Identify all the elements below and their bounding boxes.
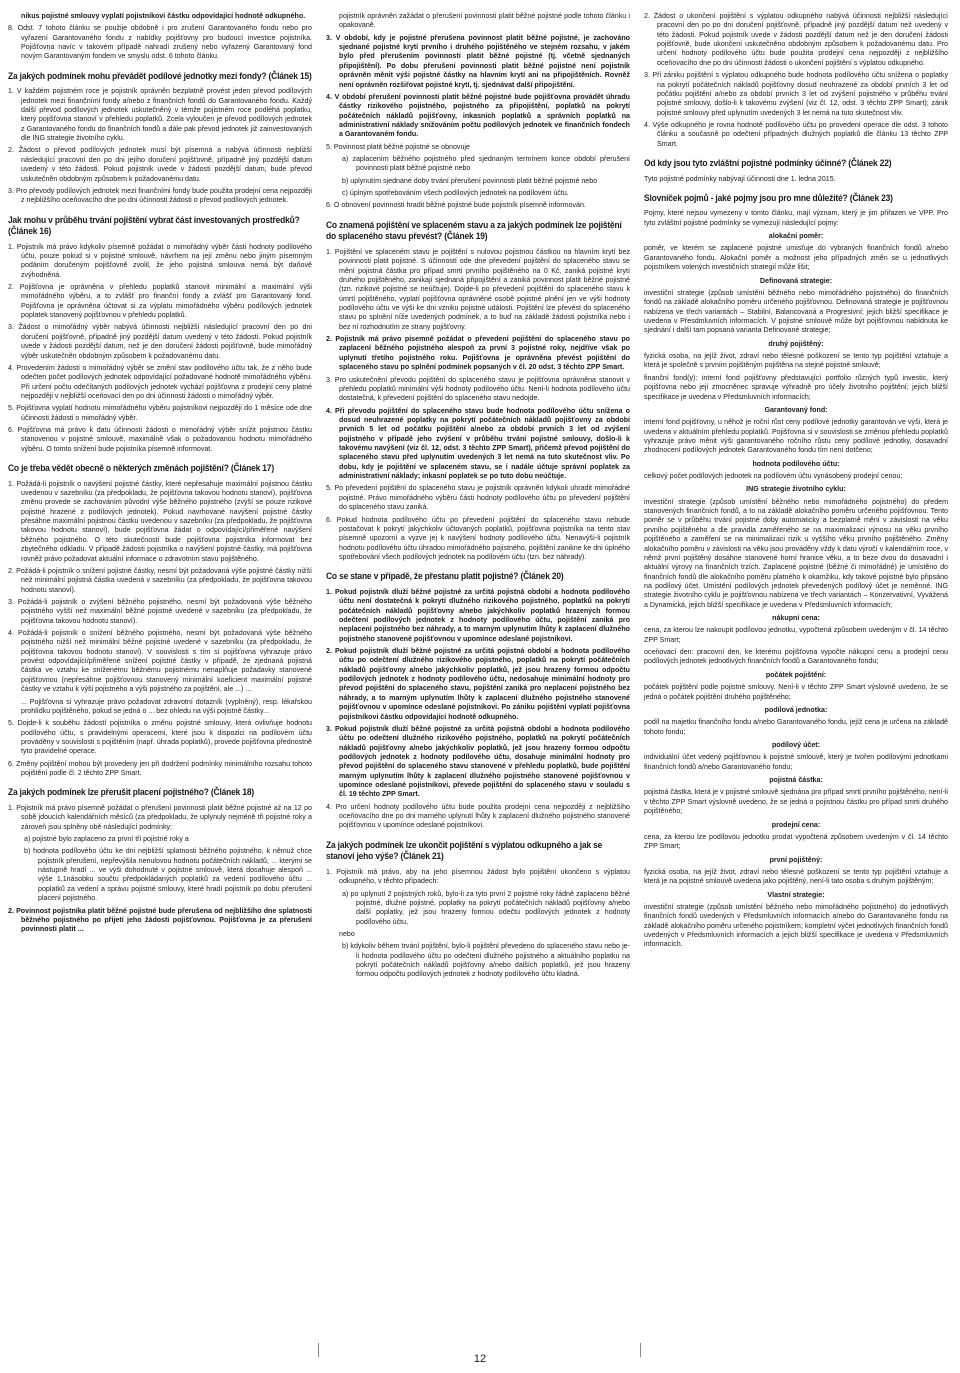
- glossary-definition: pojistná částka, která je v pojistné smlouvě sjednána pro případ smrti prvního pojištěného, není-li v těchto ZPP Smart výslovně uvedeno, že se jedná o pojistnou částku pro případ smrti druhého pojištěného;: [644, 788, 948, 816]
- paragraph: 1. Pokud pojistník dluží běžné pojistné za určitá pojistná období a hodnota podílového účtu není dostatečná k pokrytí dlužného rizikového pojistného, poplatků na pokrytí počátečních nákladů pojišťovny a/nebo jakýchkoliv poplatků hrazených formou odečtení podílových jednotek z hodnoty podílového účtu, pojištění zaniká pro neplacení pojistného bez náhrady, a to marným uplynutím lhůty k zaplacení dlužného pojistného stanovené pojišťovnou v upomínce odeslané pojistníkovi.: [326, 587, 630, 643]
- glossary-definition: investiční strategie (způsob umístění běžného nebo mimořádného pojistného) do finančních fondů na základě alokačního poměru určeného pojišťovnou. Definovaná strategie je pojišťovnou nabízena ve třech variantách – Stabilní, Balancovaná a Progresivní; jejich bližší specifikace je uvedena v Přesdmluvních informacích. V pojistné smlouvě může být pojišťovnou nabídnuta ke sjednání i další tam popsaná varianta Definované strategie;: [644, 288, 948, 335]
- paragraph: 6. O obnovení povinnosti hradit běžné pojistné bude pojistník písemně informován.: [326, 201, 586, 210]
- paragraph: 3. Pro uskutečnění převodu pojištění do splaceného stavu je pojišťovna oprávněna stanovit v přehledu poplatků minimální výši hodnoty podílového účtu. Není-li hodnota podílového účtu dostatečná, k převedení pojištění do splaceného stavu nedojde.: [326, 375, 630, 403]
- glossary-term: počátek pojištění:: [765, 670, 827, 679]
- paragraph: 2. Požádá-li pojistník o snížení pojistné částky, nesmí být požadovaná výše pojistné částky nižší než minimální pojistná částka uvedená v sazebníku (za předpokladu, že pojišťovna takovou hodnotu stanoví).: [8, 566, 312, 594]
- paragraph: b) uplynutím sjednané doby trvání přerušení povinnosti platit běžné pojistné nebo: [342, 176, 598, 185]
- glossary-definition: finanční fond(y): interní fond pojišťovny představující portfolio různých typů investic, který pojišťovna nebo její zmocněnec spravuje výhradně pro účely životního pojištění; jejich bližší specifikace je uvedena v Předsmluvních informacích;: [644, 373, 948, 401]
- glossary-definition: cena, za kterou lze podílovou jednotku prodat vypočtená způsobem uvedeným v čl. 14 těchto ZPP Smart;: [644, 832, 948, 851]
- glossary-definition: investiční strategie (způsob umístění běžného nebo mimořádného pojistného) do jednotlivých finančních fondů uvedených v Předsmluvních informacích a/nebo do Garantovaného fondu na základě alokačního poměru určeného pojistníkem; kompletní výčet jednotlivých finančních fondů uvedených v Předsmluvních informacích a jejich bližší specifikace je uvedena v Předsmluvních informacích.: [644, 903, 948, 949]
- paragraph: b) kdykoliv během trvání pojištění, bylo-li pojištění převedeno do splaceného stavu nebo je-li hodnota podílového účtu po odečtení dlužného pojistného a aktuálního poplatku na pokrytí počátečních nákladů pojišťovny a/nebo dalších poplatků, jež jsou hrazeny formou odpočtu podílových jednotek z hodnoty podílového účtu kladná.: [342, 942, 630, 979]
- section-heading-article-22: Od kdy jsou tyto zvláštní pojistné podmínky účinné? (Článek 22): [644, 158, 892, 170]
- glossary-term: druhý pojištěný:: [768, 339, 824, 348]
- paragraph: Pojmy, které nejsou vymezeny v tomto článku, mají význam, který je jim přiřazen ve VPP. Pro tyto zvláštní pojistné podmínky se vymezují následující pojmy:: [644, 209, 948, 227]
- page-number: [0, 1352, 960, 1367]
- paragraph: a) po uplynutí 2 pojistných roků, bylo-li za tyto první 2 pojistné roky řádně zaplaceno běžné pojistné, dlužné pojistné, poplatky na pokrytí počátečních nákladů pojišťovny a/nebo další poplatky, jež jsou hrazeny formou odečtu podílových jednotek z hodnoty podílového účtu,: [342, 889, 630, 926]
- glossary-definition: celkový počet podílových jednotek na podílovém účtu vynásobený prodejní cenou;: [644, 472, 903, 481]
- paragraph: 5. Po převedení pojištění do splaceného stavu je pojistník oprávněn kdykoli uhradit mimořádné pojistné. Právo mimořádného výběru části hodnoty podílového účtu po převedení pojištění do splaceného stavu zaniká.: [326, 484, 630, 512]
- paragraph: 1. V každém pojistném roce je pojistník oprávněn bezplatně provést jeden převod podílových jednotek mezi finančními fondy a/nebo z finančních fondů do Garantovaného fondu. Každý další převod podílových jednotek uskutečněný v témže pojistném roce podléhá poplatku, který pojišťovna stanoví v přehledu poplatků. Zcela vyloučen je převod podílových jednotek z Garantovaného fondu do finančních fondů a dále pak převod jednotek již zainvestovaných dle ING strategie životního cyklu.: [8, 87, 312, 143]
- page-number-text: 12: [473, 1353, 487, 1365]
- paragraph: 1. Požádá-li pojistník o navýšení pojistné částky, které nepřesahuje maximální pojistnou částku uvedenou v sazebníku (za předpokladu, že pojišťovna takovou hodnotu stanoví), pojišťovna změnu provede se zachováním původní výše běžného pojistného (zvýší se pouze rizikové pojistné hrazené z podílových jednotek). Pokud navrhované navýšení pojistné částky přesáhne maximální pojistnou částku uvedenou v sazebníku (za předpokladu, že pojišťovna takovou hodnotu stanoví), bude pojišťovna žádat o odpovídající/přiměřené navýšení běžného pojistného. O této skutečnosti bude pojišťovna pojistníka informovat bez zbytečného odkladu. V případě žádosti pojistníka o navýšení pojistné částky, má pojišťovna rovněž právo požadovat aktuální informace o zdravotním stavu pojištěného.: [8, 479, 312, 563]
- paragraph: 8. Odst. 7 tohoto článku se použije obdobně i pro zrušení Garantovaného fondu nebo pro vyřazení Garantovaného fondu z nabídky pojišťovny pro budoucí investice pojistníka. Pojišťovna navíc v takovém případě nahradí zrušený nebo vyřazený Garantovaný fond novým Garantovaným fondem ve smyslu odst. 6 tohoto článku.: [8, 24, 312, 61]
- paragraph: 3. Pro převody podílových jednotek mezi finančními fondy bude použita prodejní cena nejpozději z nejbližšího oceňovacího dne po dni účinnosti žádosti o převod podílových jednotek.: [8, 186, 312, 205]
- glossary-term: Garantovaný fond:: [764, 405, 828, 414]
- paragraph: 3. Pokud pojistník dluží běžné pojistné za určitá pojistná období a hodnota podílového účtu po odečtení dlužného rizikového pojistného, poplatků na pokrytí počátečních nákladů pojišťovny a/nebo jakýchkoliv poplatků, jež jsou hrazeny formou odpočtu podílových jednotek z hodnoty podílového účtu, dosahuje minimální hodnoty pro převod pojištění do splaceného stavu stanovené v přehledu poplatků, bude pojištění marným uplynutím lhůty k zaplacení dlužného pojistného stanovené pojišťovnou v upomínce odeslané pojistníkovi, převede pojištění do splaceného stavu v souladu s čl. 19 těchto ZPP Smart.: [326, 724, 630, 799]
- glossary-term: ING strategie životního cyklu:: [746, 485, 846, 494]
- glossary-term: Definovaná strategie:: [759, 276, 833, 285]
- section-heading-article-23: Slovníček pojmů - jaké pojmy jsou pro mne důležité? (Článek 23): [644, 192, 893, 204]
- paragraph: 3. V období, kdy je pojistné přerušena povinnost platit běžné pojistné, je zachováno sjednané pojistné krytí prvního i druhého pojištěného ve stejném rozsahu, v jakém bylo před přerušením povinnosti platit běžné pojistné (tj. včetně sjednaných připojištění). Po dobu přerušení povinnosti platit běžné pojistné není pojistník oprávněn měnit výši pojistné částky na hlavním krytí ani na připojištěních. Rovněž není oprávněn rozšiřovat pojistné krytí, tj. sjednávat další připojištění.: [326, 33, 630, 89]
- paragraph: 6. Pokud hodnota podílového účtu po převedení pojištění do splaceného stavu nebude postačovat k pokrytí jakýchkoliv účtovaných poplatků, pojišťovna pojistníka na tento stav písemně upozorní a vyzve jej k navýšení hodnoty podílového účtu. Nenavýší-li pojistník hodnotu podílového účtu úhradou mimořádného pojistného, pojištění zanikne ke dni úplného spotřebování všech podílových jednotek na podílovém účtu (tzn. bez náhrady).: [326, 515, 630, 561]
- glossary-term: pojistná částka:: [769, 776, 823, 785]
- paragraph: c) úplným spotřebováním všech podílových jednotek na podílovém účtu.: [342, 189, 569, 198]
- glossary-definition: podíl na majetku finančního fondu a/nebo Garantovaného fondu, jejíž cena je určena na základě tohoto fondu;: [644, 718, 948, 736]
- paragraph: a) pojistné bylo zaplaceno za první tři pojistné roky a: [24, 835, 189, 844]
- paragraph: 5. Povinnost platit běžné pojistné se obnovuje: [326, 142, 470, 151]
- column-1: [8, 12, 312, 1342]
- paragraph: 1. Pojištění ve splaceném stavu je pojištění s nulovou pojistnou částkou na hlavním krytí bez povinnosti platit pojistné. S účinností ode dne převedení pojištění do splaceného stavu se mění pojistná částka pro případ smrti prvního pojištěného na 0 Kč, zaniká pojistné krytí druhého pojištěného, zanikají sjednaná připojištění a zaniká povinnost platit běžné pojistné (tzn. rizikové pojistné se neúčtuje). Dojde-li po převedení pojištění do splaceného stavu k úmrtí pojištěného, vyplatí pojišťovna oprávněné osobě pojistné plnění jen ve výši hodnoty podílového účtu ve výši ke dni vzniku pojistné události. Pojištění lze převést do splaceného stavu po splnění níže uvedených podmínek, a to buď na základě žádosti pojistníka nebo i bez ní rozhodnutím ze strany pojišťovny.: [326, 247, 630, 331]
- paragraph: 6. Změny pojištění mohou být provedeny jen při dodržení podmínky minimálního rozsahu tohoto pojištění podle čl. 2 těchto ZPP Smart.: [8, 759, 312, 778]
- paragraph: nikus pojistné smlouvy vyplatí pojistníkovi částku odpovídající hodnotě odkupného.: [21, 12, 306, 20]
- paragraph: 4. Při převodu pojištění do splaceného stavu bude hodnota podílového účtu snížena o dosud neuhrazené poplatky na pokrytí počátečních nákladů pojišťovny za období prvních 5 let od počátku pojištění a/nebo za období prvních 3 let od zvýšení pojistného v případě jeho zvýšení v průběhu trvání pojistné smlouvy, došlo-li k takovému navýšení (viz čl. 12, odst. 3 těchto ZPP Smart), přičemž převod pojištění do splaceného stavu před uplynutím uvedených 3 let nemá na tuto skutečnost vliv. Po dobu, kdy je pojištění ve splaceném stavu, se i nadále účtuje správní poplatek za administrativní náklady; inkasní poplatek se po tuto dobu neúčtuje.: [326, 406, 630, 481]
- paragraph: 3. Při zániku pojištění s výplatou odkupného bude hodnota podílového účtu snížena o poplatky na pokrytí počátečních nákladů pojišťovny dosud neuhrazené za období prvních 3 let od počátku pojištění a/nebo za období prvních 3 let od zvýšení pojistného v průběhu trvání pojistné smlouvy, došlo-li k takovému zvýšení (viz čl. 12, odst. 3 těchto ZPP Smart); zánik pojistné smlouvy před uplynutím uvedených 3 let nemá na tuto skutečnost vliv.: [644, 71, 948, 117]
- paragraph: 4. Požádá-li pojistník o snížení běžného pojistného, nesmí být požadovaná výše běžného pojistného nižší než minimální běžné pojistné uvedené v sazebníku (za předpokladu, že pojišťovna takovou hodnotu stanoví). V souvislosti s tím si pojišťovna vyhrazuje právo provést odpovídající/přiměřené snížení pojistné částky v případě, že zjednaná pojistná částka ve vztahu ke sníženému běžnému pojistnému nenaplňuje požadavky stanovené pojišťovnou (nepřesáhne pojišťovnou stanovený minimální koeficient maximální pojistné částky ve vztahu k výši pojistného a výši pojistného za pojištění, ale ...) ...: [8, 629, 312, 694]
- glossary-definition: oceňovací den: pracovní den, ke kterému pojišťovna vypočte nákupní cenu a prodejní cenu podílových jednotek jednotlivých finančních fondů a Garantovaného fondu;: [644, 648, 948, 666]
- section-heading-article-21: Za jakých podmínek lze ukončit pojištění s výplatou odkupného a jak se stanoví jeho výše? (Článek 21): [326, 839, 603, 863]
- section-heading-article-20: Co se stane v případě, že přestanu platit pojistné? (Článek 20): [326, 571, 564, 583]
- paragraph: 3. Požádá-li pojistník o zvýšení běžného pojistného, nesmí být požadovaná výše běžného pojistného vyšší než maximální běžné pojistné uvedené v sazebníku (za předpokladu, že pojišťovna takovou hodnotu stanoví).: [8, 597, 312, 625]
- glossary-definition: investiční strategie (způsob umístění běžného nebo mimořádného pojistného) do předem stanovených finančních fondů, a to na základě alokačního poměru určeného pojišťovnou. Tento poměr se v průběhu trvání pojistné doby automaticky a bezplatně mění v závislosti na věku prvního pojištěného a dle pravidla zaměřeného se na maximalizaci výnosu na věku prvního pojištěného a zaměření se na minimalizaci rizik u vyššího věku prvního pojištěného. Změny alokačního poměru v závislosti na věku jsou prováděny vždy k datu výročí v kalendářním roce, v němž první pojištěný dosáhne stanovené horní hranice věku, a to beze dvou do dosavadní i aktuální výrovy na finančních trzích. Zaplacené pojistné (běžné či mimořádné) je umístěno do finančních fondů dle alokačního poměru platného k okamžiku, kdy takové pojistné bylo připsáno na podílový účet. Umístění podílových jednotek převedených podílový účet je neměnné. ING strategie životního cyklu je pojišťovnou nabízena ve třech variantách – Konzervativní, Vyvážená a Dynamická, jejich bližší specifikace je uvedena v Předsmluvních informacích;: [644, 497, 948, 609]
- paragraph: b) hodnota podílového účtu ke dni nejbližší splatnosti běžného pojistného, k němuž chce pojistník přerušení, nepřevýšila nenulovou hodnotu počátečních nákladů, ... kterými se nástupně hradí ... ve výši dohodnuté v pojistné smlouvě, která dosahuje alespoň ... výše 1,1násobku součtu předpokládaných poplatků za vedení podílového účtu ... poplatků za vedení a správu pojistné smlouvy, které hradí pojistník po dobu přerušení placení pojistného.: [24, 847, 312, 903]
- paragraph: a) zaplacením běžného pojistného před sjednaným termínem konce období přerušení povinnosti platit běžné pojistné nebo: [342, 155, 630, 173]
- section-heading-article-19: Co znamená pojištění ve splaceném stavu a za jakých podmínek lze pojištění do splaceného stavu převést? (Článek 19): [326, 219, 622, 243]
- paragraph: 4. V období přerušení povinnosti platit běžné pojistné bude pojišťovna provádět úhradu částky rizikového pojistného, pojistného za připojištění, poplatků na pokrytí počátečních nákladů pojišťovny, inkasních poplatků a správních poplatků na administrativní náklady snižováním počtu podílových jednotek ve finančních fondech a Garantovaném fondu.: [326, 92, 630, 139]
- paragraph: pojistník oprávněn zažádat o přerušení povinnosti platit běžné pojistné podle tohoto článku i opakovaně.: [339, 12, 630, 30]
- paragraph: 4. Výše odkupného je rovna hodnotě podílového účtu po provedení operace dle odst. 3 tohoto článku a současně po odečtení případných dlužných poplatků dle článku 13 těchto ZPP Smart.: [644, 120, 948, 148]
- glossary-term: alokační poměr:: [768, 232, 824, 241]
- glossary-term: podílová jednotka:: [764, 705, 828, 714]
- paragraph: 2. Žádost o ukončení pojištění s výplatou odkupného nabývá účinnosti nejbližší následující pracovní den po po dni doručení pojišťovně, případně jiný pozdější datum než uvedený v této žádosti. Pokud pojistník uvede v žádosti pozdější datum než je den doručení žádosti pojišťovně, bude ukončení uskutečněno obdobným způsobem k požadovanému datu. Pro určení hodnoty podílového účtu bude použita prodejní cena nejpozději z nejbližšího oceňovacího dne po dni účinnosti žádosti o ukončení pojištění s výplatou odkupného.: [644, 12, 948, 67]
- paragraph: 2. Pojistník má právo písemně požádat o převedení pojištění do splaceného stavu po zaplacení běžného pojistného alespoň za první 3 pojistné roky, nejdříve však po uplynutí třetího pojistného roku. Pojišťovna je oprávněna převést pojištění do splaceného stavu po splnění podmínek popsaných v čl. 20 odst. 3 těchto ZPP Smart.: [326, 335, 630, 372]
- column-2: [326, 12, 630, 1342]
- paragraph: 1. Pojistník má právo písemně požádat o přerušení povinnosti platit běžné pojistné až na 12 po sobě jdoucích kalendářních měsíců (za předpokladu, že uplynuly nejméně tři pojistné roky a zároveň jsou splněny obě následující podmínky:: [8, 803, 312, 831]
- glossary-definition: cena, za kterou lze nakoupit podílovou jednotku, vypočtená způsobem uvedeným v čl. 14 těchto ZPP Smart;: [644, 626, 948, 644]
- paragraph: 3. Žádost o mimořádný výběr nabývá účinnosti nejbližší následující pracovní den po dni doručení pojišťovně, případně jiný pozdější datum uvedený v této žádosti. Pokud pojistník uvede v žádosti pozdější datum, než je den doručení žádosti pojišťovně, bude mimořádný výběr uskutečněn obdobným způsobem k požadovanému datu.: [8, 323, 312, 360]
- text-columns: [8, 12, 952, 1342]
- glossary-definition: poměr, ve kterém se zaplacené pojistné umisťuje do vybraných finančních fondů a/nebo Garantovaného fondu. Alokační poměr a možnost jeho případných změn se u jednotlivých pojistníkem volených investičních strategií může lišit;: [644, 244, 948, 272]
- column-3: [644, 12, 948, 1342]
- paragraph: 2. Povinnost pojistníka platit běžné pojistné bude přerušena od nejbližšího dne splatnosti běžného pojistného po přijetí jeho žádosti pojišťovnou. Pojišťovna je za přerušení povinnosti platit ...: [8, 906, 312, 934]
- glossary-term: hodnota podílového účtu:: [752, 459, 840, 468]
- section-heading-article-18: Za jakých podmínek lze přerušit placení pojistného? (Článek 18): [8, 787, 255, 799]
- section-heading-article-16: Jak mohu v průběhu trvání pojištění vybrat část investovaných prostředků? (Článek 16): [8, 214, 300, 238]
- paragraph: 1. Pojistník má právo kdykoliv písemně požádat o mimořádný výběr části hodnoty podílového účtu, pouze pokud si v pojistné smlouvě, návrhem na její změnu nebo jiným písemným podáním doručeným pojišťovně zvolil, že jeho pojistná smlouva nemá být daňově zvýhodněná.: [8, 242, 312, 279]
- section-heading-article-17: Co je třeba vědět obecně o některých změnách pojištění? (Článek 17): [8, 463, 274, 475]
- glossary-term: nákupní cena:: [772, 614, 820, 623]
- paragraph: ... Pojišťovna si vyhrazuje právo požadovat zdravotní dotazník (vyplněný), resp. lékařskou prohlídku pojištěného, pokud se jedná o ... bez ohledu na výši pojistné částky...: [21, 697, 312, 715]
- paragraph: 2. Pojišťovna je oprávněna v přehledu poplatků stanovit minimální a maximální výši mimořádného výběru, a to zvlášť pro finanční fondy a zvlášť pro Garantovaný fond. Pojišťovna je oprávněna účtovat si za výplatu mimořádného výběru podílových jednotek poplatek stanovený pojišťovnou v přehledu poplatků.: [8, 283, 312, 320]
- paragraph: 5. Pojišťovna vyplatí hodnotu mimořádného výběru pojistníkovi nejpozději do 1 měsíce ode dne účinnosti žádosti o mimořádný výběr.: [8, 404, 312, 422]
- section-heading-article-15: Za jakých podmínek mohu převádět podílové jednotky mezi fondy? (Článek 15): [8, 70, 312, 82]
- paragraph: 2. Pokud pojistník dluží běžné pojistné za určitá pojistná období a hodnota podílového účtu po odečtení dlužného rizikového pojistného, poplatků na pokrytí počátečních nákladů pojišťovny a/nebo jakýchkoliv poplatků, jež jsou hrazeny formou odpočtu podílových jednotek z hodnoty podílového účtu, nedosahuje minimální hodnoty pro převod pojištění do splaceného stavu, pojištění zaniká pro neplacení pojistného bez náhrady, a to marným uplynutím lhůty k zaplacení dlužného pojistného stanovené pojišťovnou v upomínce odeslané pojistníkovi. Po zániku pojištění vyplatí pojišťovna pojistníkovi částku odpovídající hodnotě odkupného.: [326, 646, 630, 721]
- paragraph: 5. Dojde-li k souběhu žádostí pojistníka o změnu pojistné smlouvy, která ovlivňuje hodnotu podílového účtu, s pravidelnými operacemi, které jsou k dispozici na podílovém účtu prováděny v souvislosti s pojištěním (např. úhrada poplatků), provede pojišťovna přednostně tyto pravidelné operace.: [8, 719, 312, 756]
- glossary-term: první pojištěný:: [769, 855, 823, 864]
- paragraph: 4. Provedením žádosti o mimořádný výběr se změní stav podílového účtu tak, že z něho bude odečten počet podílových jednotek odpovídající požadované hodnotě mimořádného výběru. Při určení počtu odečítaných podílových jednotek vychází pojišťovna z prodejní ceny platné nejpozději v nejbližší oceňovací den po dni účinnosti žádosti o mimořádný výběr.: [8, 363, 312, 400]
- paragraph: 4. Pro určení hodnoty podílového účtu bude použita prodejní cena nejpozději z nejbližšího oceňovacího dne po dni marného uplynutí lhůty k zaplacení dlužného pojistného stanovené pojišťovnou v upomínce odeslané pojistníkovi.: [326, 802, 630, 830]
- glossary-term: prodejní cena:: [771, 820, 821, 829]
- glossary-definition: individuální účet vedený pojišťovnou k pojistné smlouvě, který je tvořen podílovými jednotkami finančních fondů a/nebo Garantovaného fondu;: [644, 753, 948, 771]
- glossary-definition: fyzická osoba, na jejíž život, zdraví nebo tělesné poškození se tento typ pojištění vztahuje a která je společně s prvním pojištěným pojištěna na stejné pojistné smlouvě;: [644, 352, 948, 370]
- glossary-term: Vlastní strategie:: [767, 890, 825, 899]
- paragraph: 1. Pojistník má právo, aby na jeho písemnou žádost bylo pojištění ukončeno s výplatou odkupného, v těchto případech:: [326, 867, 630, 886]
- paragraph: nebo: [339, 929, 355, 938]
- paragraph: 2. Žádost o převod podílových jednotek musí být písemná a nabývá účinnosti nejbližší následující pracovní den po dni jejího doručení pojišťovně, případně jiný pozdější datum uvedený v této žádosti. Pokud pojistník uvede v žádosti pozdější datum, bude převod uskutečněn obdobným způsobem k požadovanému datu.: [8, 146, 312, 183]
- glossary-term: podílový účet:: [771, 741, 821, 749]
- paragraph: Tyto pojistné podmínky nabývají účinnosti dne 1. ledna 2015.: [644, 174, 836, 183]
- glossary-definition: počátek pojištění podle pojistné smlouvy. Není-li v těchto ZPP Smart výslovně uvedeno, že se jedná o počátek pojištění druhého pojištěného;: [644, 683, 948, 701]
- paragraph: 6. Pojišťovna má právo k datu účinnosti žádosti o mimořádný výběr snížit pojistnou částku stanovenou v pojistné smlouvě, maximálně však o požadovanou hodnotu mimořádného výběru. O tomto snížení bude pojistníka písemně informovat.: [8, 426, 312, 453]
- glossary-definition: interní fond pojišťovny, u něhož je roční růst ceny podílové jednotky garantován ve výši, která je uvedena v aktuálním přehledu poplatků. Pojišťovna si v souvislosti se změnou přehledu poplatků vyhrazuje právo měnit výši garantovaného ročního růstu ceny podílové jednotky, dosavadní zhodnocení podílových jednotek Garantovaného fondu tím není dotčeno;: [644, 418, 948, 455]
- glossary-definition: fyzická osoba, na jejíž život, zdraví nebo tělesné poškození se tento typ pojištění vztahuje a která je na pojistné smlouvě uvedena jako pojištěný, není-li tato osoba s druhým pojištěným;: [644, 867, 948, 886]
